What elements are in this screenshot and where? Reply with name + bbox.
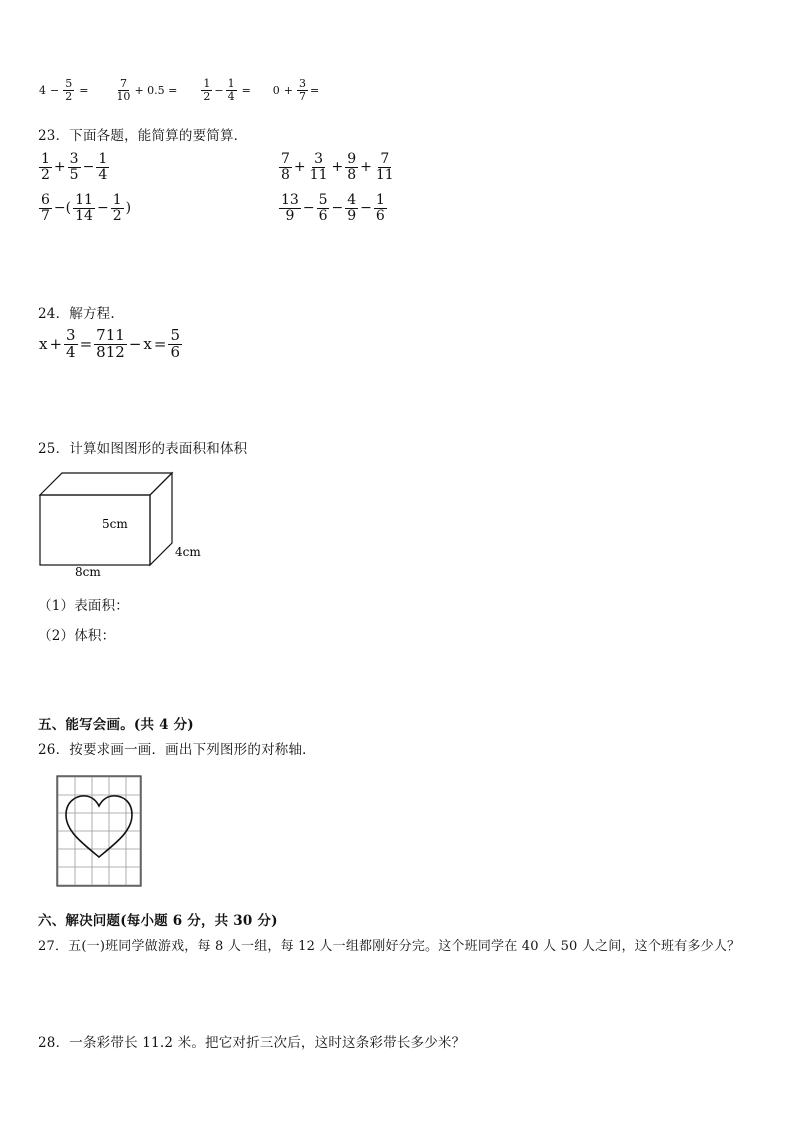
numerator: 1 xyxy=(375,192,385,208)
denominator: 11 xyxy=(309,166,328,183)
q22-expr-1 xyxy=(38,78,89,102)
q22-expr-2 xyxy=(113,78,178,102)
operator: − xyxy=(96,200,109,217)
q22-expr-4 xyxy=(272,78,320,102)
numerator: 5 xyxy=(65,77,73,90)
denominator: 812 xyxy=(96,342,125,361)
fraction xyxy=(374,193,387,223)
numerator: 3 xyxy=(66,326,76,344)
variable: x xyxy=(39,335,48,354)
denominator: 4 xyxy=(66,342,76,361)
expression-rest: + 0.5 = xyxy=(134,83,178,97)
denominator: 4 xyxy=(227,89,235,103)
numerator: 5 xyxy=(170,326,180,344)
numerator: 6 xyxy=(41,192,50,208)
denominator: 2 xyxy=(65,89,73,103)
q23-expr-1 xyxy=(38,152,110,182)
q23-expr-4 xyxy=(278,193,388,223)
cuboid-front-face xyxy=(40,495,150,565)
numerator: 4 xyxy=(347,192,357,208)
numerator: 1 xyxy=(112,192,122,208)
operator: − xyxy=(360,200,372,217)
fraction xyxy=(317,193,330,223)
numerator: 1 xyxy=(41,151,50,167)
operator: + xyxy=(283,83,294,97)
numerator: 9 xyxy=(347,151,357,167)
fraction xyxy=(111,193,124,223)
denominator: 2 xyxy=(203,89,211,103)
operator: + xyxy=(293,159,306,176)
fraction xyxy=(297,78,308,102)
numerator: 7 xyxy=(119,77,127,90)
fraction xyxy=(226,78,237,102)
section6-heading: 六、解决问题(每小题 6 分，共 30 分) xyxy=(38,913,278,929)
variable: x xyxy=(143,335,152,354)
fraction xyxy=(73,193,95,223)
operator: − xyxy=(50,83,60,97)
cuboid-figure xyxy=(30,465,210,580)
denominator: 9 xyxy=(285,207,295,224)
fraction xyxy=(279,152,292,182)
denominator: 7 xyxy=(299,89,307,103)
operator: + xyxy=(331,159,344,176)
operator: + xyxy=(53,159,66,176)
numerator: 1 xyxy=(98,151,108,167)
q22-expr-3 xyxy=(200,78,251,102)
q23-expr-2 xyxy=(278,152,397,182)
operator: − xyxy=(128,335,142,354)
fraction xyxy=(114,78,132,102)
denominator: 8 xyxy=(281,166,290,183)
numerator: 5 xyxy=(318,192,328,208)
fraction xyxy=(64,328,78,361)
operator: + xyxy=(49,335,63,354)
width-label: 4cm xyxy=(175,545,201,559)
denominator: 2 xyxy=(112,207,122,224)
operator: − xyxy=(214,83,224,97)
fraction xyxy=(94,328,127,361)
fraction xyxy=(279,193,301,223)
equals-sign: = xyxy=(310,83,320,97)
q23-title: 23．下面各题，能简算的要简算． xyxy=(38,128,248,144)
fraction xyxy=(345,152,358,182)
operator: −( xyxy=(53,200,72,217)
q25-title: 25．计算如图图形的表面积和体积 xyxy=(38,441,248,457)
numerator: 1 xyxy=(227,77,235,90)
q24-equation xyxy=(38,328,183,361)
fraction xyxy=(201,78,212,102)
numerator: 3 xyxy=(299,77,307,90)
denominator: 10 xyxy=(116,89,131,103)
q24-title: 24．解方程. xyxy=(38,306,115,322)
denominator: 5 xyxy=(69,166,79,183)
operator: − xyxy=(82,159,95,176)
numerator: 13 xyxy=(281,192,299,208)
denominator: 6 xyxy=(318,207,328,224)
denominator: 14 xyxy=(75,207,93,224)
section5-heading: 五、能写会画。(共 4 分) xyxy=(38,717,194,733)
fraction xyxy=(374,152,396,182)
cuboid-top-face xyxy=(40,473,172,495)
q22-expression-row xyxy=(38,78,320,102)
height-label: 5cm xyxy=(102,517,128,531)
denominator: 6 xyxy=(170,342,180,361)
operator: − xyxy=(302,200,315,217)
whole-number: 4 xyxy=(39,83,46,97)
q27-prompt: 27．五(一)班同学做游戏，每 8 人一组，每 12 人一组都刚好分完。这个班同学在 40 人 50 人之间，这个班有多少人？ xyxy=(38,939,741,954)
numerator: 3 xyxy=(314,151,324,167)
length-label: 8cm xyxy=(75,565,101,579)
close-paren: ) xyxy=(125,200,132,217)
fraction xyxy=(39,193,52,223)
numerator: 7 xyxy=(380,151,390,167)
denominator: 11 xyxy=(375,166,394,183)
numerator: 11 xyxy=(75,192,93,208)
operator: + xyxy=(360,159,372,176)
fraction xyxy=(96,152,109,182)
numerator: 1 xyxy=(203,77,211,90)
fraction xyxy=(308,152,330,182)
q25-sub2-volume: （2）体积： xyxy=(38,628,116,644)
equals-sign: = xyxy=(241,83,251,97)
q26-prompt: 26．按要求画一画．画出下列图形的对称轴． xyxy=(38,742,316,758)
numerator: 711 xyxy=(96,326,125,344)
denominator: 7 xyxy=(41,207,50,224)
cuboid-side-face xyxy=(150,473,172,565)
equals-sign: = xyxy=(79,335,93,354)
whole-number: 0 xyxy=(272,83,280,97)
heart-grid-figure xyxy=(52,773,144,888)
denominator: 9 xyxy=(347,207,357,224)
denominator: 4 xyxy=(98,166,108,183)
heart-shape xyxy=(66,796,132,857)
fraction xyxy=(168,328,182,361)
q25-sub1-surface-area: （1）表面积： xyxy=(38,598,129,614)
denominator: 2 xyxy=(41,166,50,183)
operator: − xyxy=(331,200,344,217)
fraction xyxy=(68,152,81,182)
numerator: 3 xyxy=(69,151,79,167)
equals-sign: = xyxy=(153,335,167,354)
numerator: 7 xyxy=(281,151,290,167)
q23-expr-3 xyxy=(38,193,132,223)
fraction xyxy=(63,78,74,102)
denominator: 8 xyxy=(347,166,357,183)
denominator: 6 xyxy=(375,207,385,224)
equals-sign: = xyxy=(79,83,89,97)
fraction xyxy=(39,152,52,182)
fraction xyxy=(345,193,358,223)
q28-prompt: 28．一条彩带长 11.2 米。把它对折三次后，这时这条彩带长多少米？ xyxy=(38,1035,466,1051)
